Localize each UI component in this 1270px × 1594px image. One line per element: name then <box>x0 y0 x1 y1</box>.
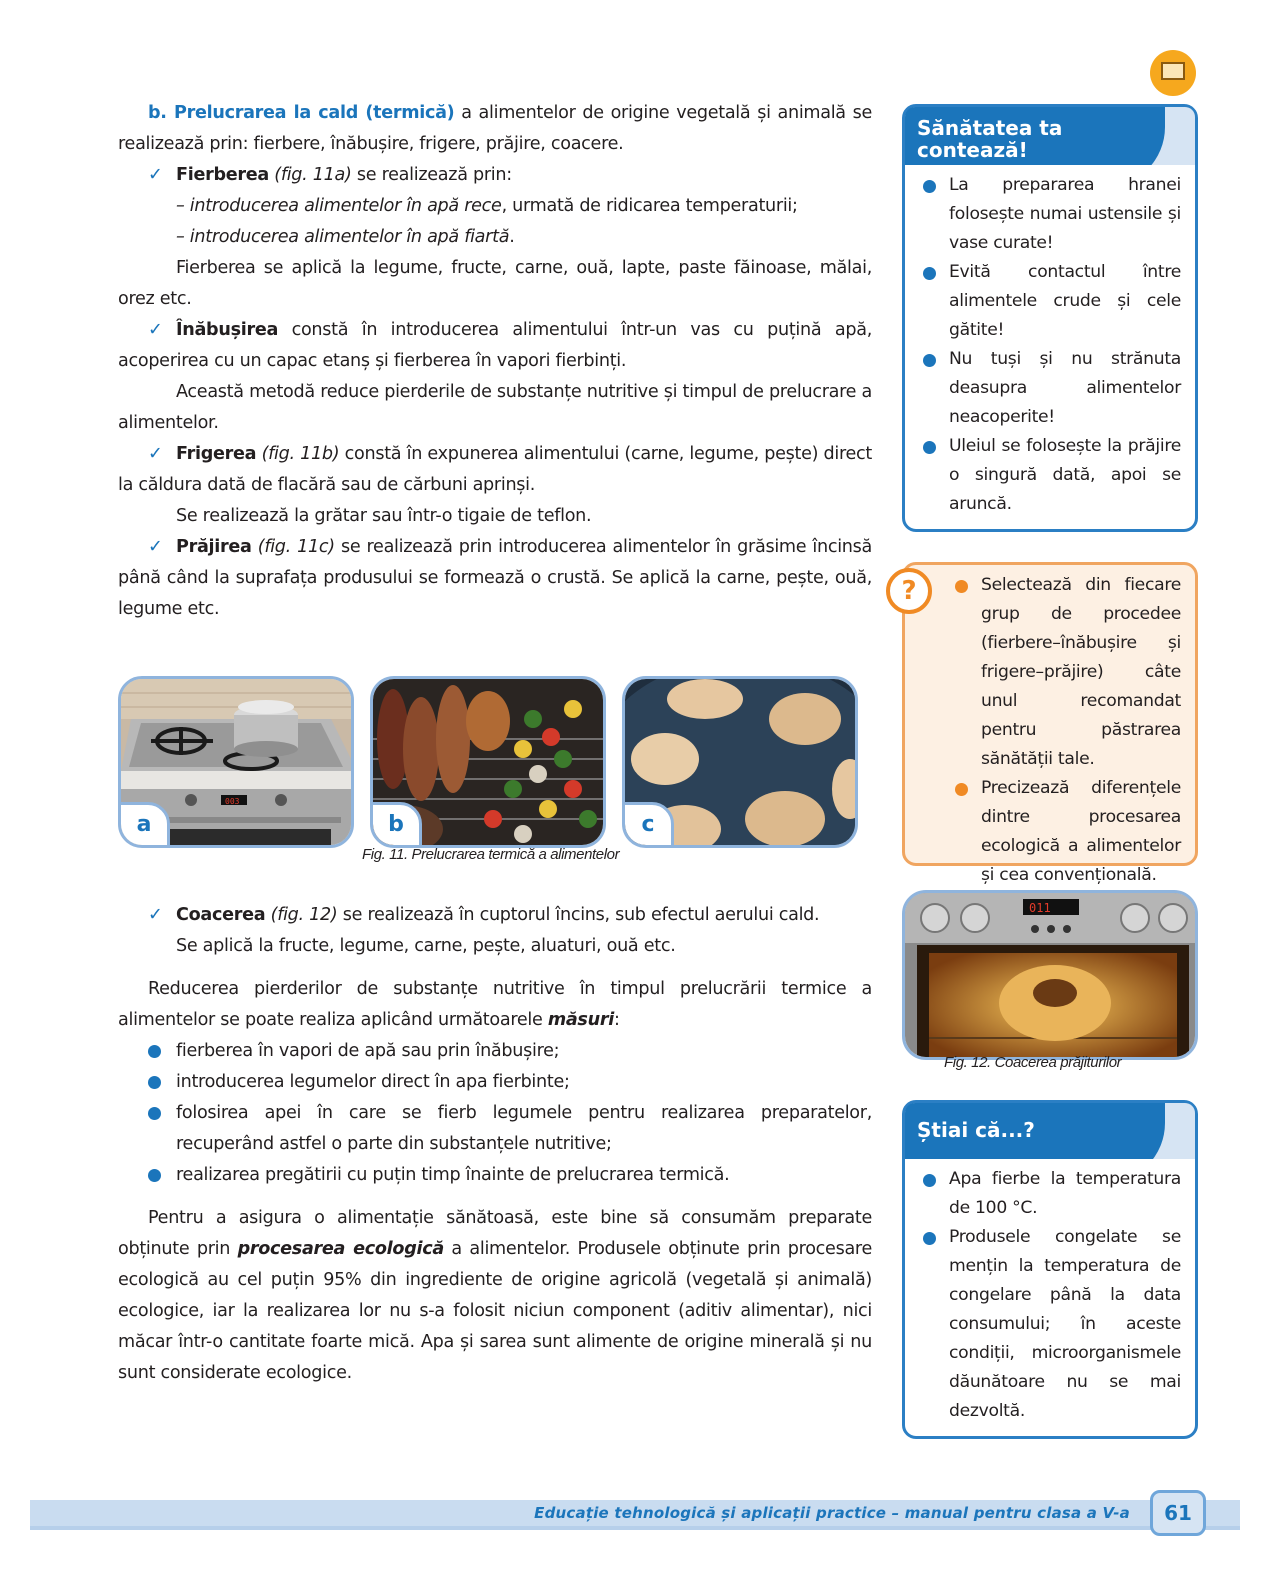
frigerea-item: ✓ Frigerea (fig. 11b) constă în expunerea alimentului (carne, legume, pește) direct la căldura dată de flacără sau de cărbuni aprinși. <box>118 439 872 501</box>
figure-label-c: c <box>622 802 674 848</box>
health-box <box>902 104 1198 532</box>
bullet-dot-icon <box>148 1107 161 1120</box>
question-mark-icon: ? <box>886 568 932 614</box>
inabusirea-item: ✓ Înăbușirea constă în introducerea alimentului într-un vas cu puțină apă, acoperirea cu un capac etanș și fierberea în vapori fierbinți. <box>118 315 872 377</box>
section-heading: b. Prelucrarea la cald (termică) <box>148 103 455 123</box>
checkmark-icon: ✓ <box>148 905 163 925</box>
bullet-dot-icon <box>923 1174 936 1187</box>
did-you-know-header <box>905 1103 1195 1159</box>
fierberea-item: ✓ Fierberea (fig. 11a) se realizează prin: <box>118 160 872 191</box>
bullet-dot-icon <box>923 267 936 280</box>
main-text-lower <box>118 900 872 1389</box>
coacerea-extra: Se aplică la fructe, legume, carne, pește, aluaturi, ouă etc. <box>176 936 676 956</box>
health-box-header <box>905 107 1195 165</box>
masuri-item: folosirea apei în care se fierb legumele pentru realizarea preparatelor, recuperând astfel o parte din substanțele nutritive; <box>118 1098 872 1160</box>
fierberea-sub1: – introducerea alimentelor în apă rece, urmată de ridicarea temperaturii; <box>176 196 798 216</box>
footer <box>30 1500 1240 1530</box>
health-item: Uleiul se folosește la prăjire o singură dată, apoi se aruncă. <box>919 432 1181 519</box>
main-text-upper <box>118 98 872 625</box>
laptop-icon <box>1150 50 1196 96</box>
bullet-dot-icon <box>148 1076 161 1089</box>
photo-frying-pan <box>622 676 858 848</box>
bullet-dot-icon <box>148 1169 161 1182</box>
intro-paragraph: b. Prelucrarea la cald (termică) a alimentelor de origine vegetală și animală se realizează prin: fierbere, înăbușire, frigere, prăjire, coacere. <box>118 103 873 154</box>
masuri-item: realizarea pregătirii cu puțin timp înainte de prelucrarea termică. <box>118 1160 872 1191</box>
masuri-intro: Reducerea pierderilor de substanțe nutritive în timpul prelucrării termice a alimentelor se poate realiza aplicând următoarele măsuri: <box>118 979 872 1030</box>
bullet-dot-icon <box>923 441 936 454</box>
bullet-dot-icon <box>148 1045 161 1058</box>
masuri-item: fierberea în vapori de apă sau prin înăbușire; <box>118 1036 872 1067</box>
bullet-dot-icon <box>923 1232 936 1245</box>
figure-label-a: a <box>118 802 170 848</box>
figure-11 <box>118 676 872 848</box>
health-item: Evită contactul între alimentele crude și cele gătite! <box>919 258 1181 345</box>
health-item: Nu tuși și nu strănuta deasupra alimentelor neacoperite! <box>919 345 1181 432</box>
question-item: Selectează din fiecare grup de procedee (fierbere–înăbușire și frigere–prăjire) câte unul recomandat pentru păstrarea sănătății tale. <box>951 571 1181 774</box>
fierberea-extra: Fierberea se aplică la legume, fructe, carne, ouă, lapte, paste făinoase, mălai, orez etc. <box>118 258 872 309</box>
bullet-dot-icon <box>923 354 936 367</box>
bullet-dot-icon <box>923 180 936 193</box>
fierberea-sub2: – introducerea alimentelor în apă fiartă. <box>176 227 515 247</box>
health-item: La prepararea hranei folosește numai ustensile și vase curate! <box>919 171 1181 258</box>
figure-label-b: b <box>370 802 422 848</box>
checkmark-icon: ✓ <box>148 165 163 185</box>
checkmark-icon: ✓ <box>148 444 163 464</box>
checkmark-icon: ✓ <box>148 320 163 340</box>
page-number: 61 <box>1150 1490 1206 1536</box>
did-you-know-title: Știai că...? <box>917 1118 1035 1142</box>
figure-12-caption: Fig. 12. Coacerea prăjiturilor <box>944 1054 1122 1071</box>
did-you-know-box <box>902 1100 1198 1439</box>
oven-display-12: 011 <box>1029 901 1051 915</box>
bullet-dot-icon <box>955 783 968 796</box>
photo-grill <box>370 676 606 848</box>
checkmark-icon: ✓ <box>148 537 163 557</box>
oven-display-a: 003 <box>225 797 240 806</box>
questions-box <box>902 562 1198 885</box>
question-item: Precizează diferențele dintre procesarea ecologică a alimentelor și cea convențională. <box>951 774 1181 890</box>
prajirea-item: ✓ Prăjirea (fig. 11c) se realizează prin introducerea alimentelor în grăsime încinsă până când la suprafața produsului se formează o crustă. Se aplică la carne, pește, ouă, legume etc. <box>118 532 872 625</box>
health-box-title: Sănătatea ta contează! <box>917 116 1063 162</box>
coacerea-item: ✓ Coacerea (fig. 12) se realizează în cuptorul încins, sub efectul aerului cald. <box>118 900 872 931</box>
oven-image <box>905 893 1198 1060</box>
photo-oven <box>902 890 1198 1060</box>
bullet-dot-icon <box>955 580 968 593</box>
masuri-item: introducerea legumelor direct în apa fierbinte; <box>118 1067 872 1098</box>
ecologic-paragraph: Pentru a asigura o alimentație sănătoasă, este bine să consumăm preparate obținute prin procesarea ecologică a alimentelor. Produsele obținute prin procesare ecologică au cel puțin 95% din ingrediente de origine agricolă (vegetală și animală) ecologice, iar la realizarea lor nu s-a folosit niciun component (aditiv alimentar), nici măcar într-o cantitate foarte mică. Apa și sarea sunt alimente de origine minerală și nu sunt considerate ecologice. <box>118 1208 872 1383</box>
figure-11-caption: Fig. 11. Prelucrarea termică a alimentelor <box>362 846 620 863</box>
photo-stove <box>118 676 354 848</box>
did-you-know-item: Apa fierbe la temperatura de 100 °C. <box>919 1165 1181 1223</box>
frigerea-extra: Se realizează la grătar sau într-o tigaie de teflon. <box>176 506 592 526</box>
inabusirea-extra: Această metodă reduce pierderile de substanțe nutritive și timpul de prelucrare a alimentelor. <box>118 382 872 433</box>
footer-title: Educație tehnologică și aplicații practice – manual pentru clasa a V-a <box>534 1504 1130 1522</box>
did-you-know-item: Produsele congelate se mențin la temperatura de congelare până la data consumului; în aceste condiții, microorganismele dăunătoare nu se mai dezvoltă. <box>919 1223 1181 1426</box>
